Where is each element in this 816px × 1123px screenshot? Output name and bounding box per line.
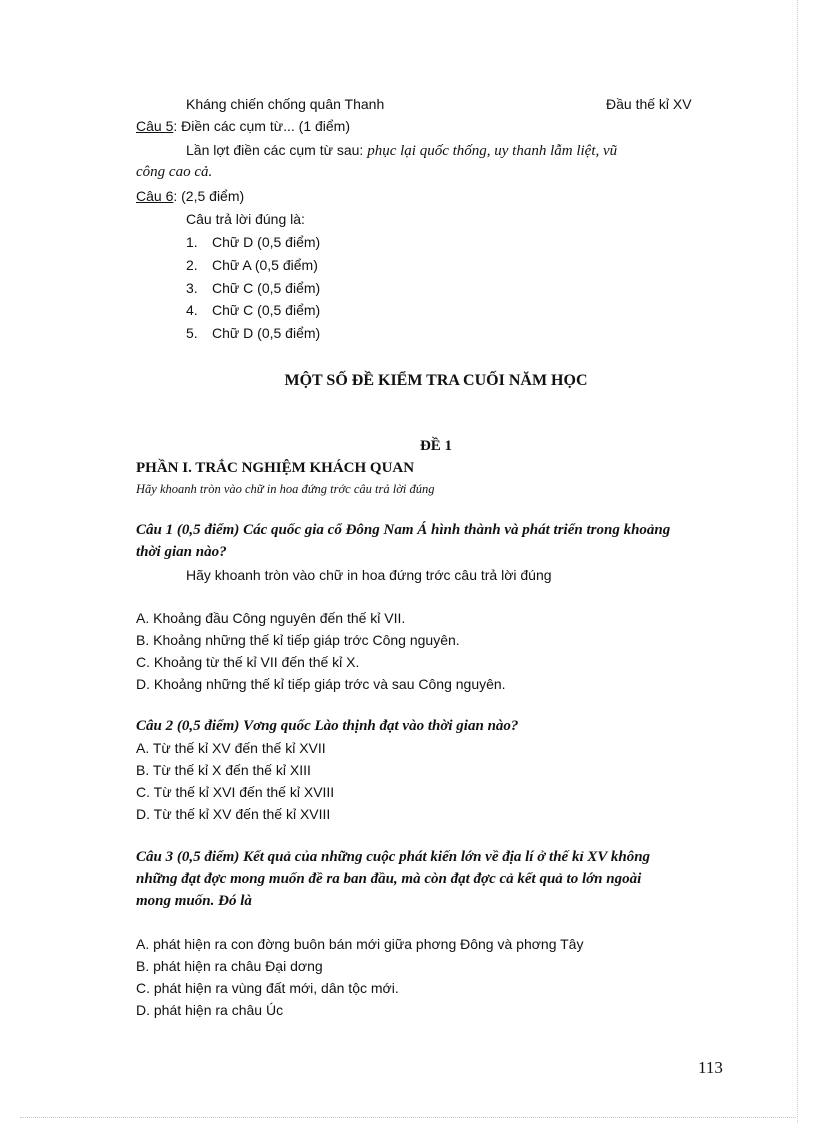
q3-option: A. phát hiện ra con đờng buôn bán mới giữa phơng Đông và phơng Tây (136, 936, 584, 952)
answer-number: 1. (186, 234, 198, 250)
q2-option: C. Từ thế kỉ XVI đến thế kỉ XVIII (136, 784, 335, 800)
answer-item (186, 255, 318, 275)
answer-item (186, 232, 320, 252)
q5-answer-line1 (186, 140, 617, 161)
q2-option: A. Từ thế kỉ XV đến thế kỉ XVII (136, 740, 326, 756)
answer-text: Chữ D (0,5 điểm) (212, 325, 321, 341)
q6-heading (136, 186, 244, 206)
bottom-dotted-border (20, 1117, 796, 1118)
q1-option: B. Khoảng những thế kỉ tiếp giáp trớc Công nguyên. (136, 632, 460, 648)
q1-option: C. Khoảng từ thế kỉ VII đến thế kỉ X. (136, 654, 360, 670)
answer-item (186, 300, 320, 320)
q3-question-line1: Câu 3 (0,5 điểm) Kết quả của những cuộc phát kiến lớn về địa lí ở thế kỉ XV không (136, 849, 651, 865)
answer-number: 2. (186, 257, 198, 273)
q3-question-line3: mong muốn. Đó là (136, 893, 252, 909)
q1-option: A. Khoảng đầu Công nguyên đến thế kỉ VII. (136, 610, 406, 626)
q2-option: D. Từ thế kỉ XV đến thế kỉ XVIII (136, 806, 331, 822)
answer-number: 4. (186, 302, 198, 318)
q5-intro: Lần lợt điền các cụm từ sau: (186, 142, 368, 158)
section-title: MỘT SỐ ĐỀ KIỂM TRA CUỐI NĂM HỌC (284, 372, 588, 389)
right-dotted-border (797, 0, 798, 1123)
q1-question-line2: thời gian nào? (136, 544, 227, 560)
q3-option: D. phát hiện ra châu Úc (136, 1002, 284, 1018)
answer-text: Chữ A (0,5 điểm) (212, 257, 318, 273)
answer-text: Chữ C (0,5 điểm) (212, 280, 321, 296)
part-instruction: Hãy khoanh tròn vào chữ in hoa đứng trớc câu trả lời đúng (136, 482, 435, 496)
q3-option: C. phát hiện ra vùng đất mới, dân tộc mới. (136, 980, 399, 996)
q2-question: Câu 2 (0,5 điểm) Vơng quốc Lào thịnh đạt vào thời gian nào? (136, 718, 519, 734)
table-row-right: Đầu thế kỉ XV (606, 96, 692, 112)
answer-item (186, 278, 320, 298)
q6-rest: : (2,5 điểm) (173, 188, 245, 204)
q5-answer-line2: công cao cả. (136, 164, 213, 180)
exam-title: ĐỀ 1 (419, 438, 453, 454)
q1-instruction: Hãy khoanh tròn vào chữ in hoa đứng trớc câu trả lời đúng (186, 567, 552, 583)
q5-heading (136, 116, 350, 136)
page-number: 113 (698, 1058, 723, 1077)
answer-text: Chữ C (0,5 điểm) (212, 302, 321, 318)
q5-answer-text: phục lại quốc thống, uy thanh lẫm liệt, vũ (367, 143, 618, 159)
answer-number: 5. (186, 325, 198, 341)
answer-number: 3. (186, 280, 198, 296)
q3-question-line2: những đạt đợc mong muốn đề ra ban đầu, mà còn đạt đợc cả kết quả to lớn ngoài (136, 871, 642, 887)
table-row-left: Kháng chiến chống quân Thanh (186, 96, 385, 112)
q5-rest: : Điền các cụm từ... (1 điểm) (173, 118, 350, 134)
q6-intro: Câu trả lời đúng là: (186, 211, 305, 227)
answer-item (186, 323, 320, 343)
q5-label: Câu 5 (136, 118, 174, 134)
q6-label: Câu 6 (136, 188, 174, 204)
q1-question-line1: Câu 1 (0,5 điểm) Các quốc gia cổ Đông Nam Á hình thành và phát triển trong khoảng (136, 522, 671, 538)
q2-option: B. Từ thế kỉ X đến thế kỉ XIII (136, 762, 311, 778)
answer-text: Chữ D (0,5 điểm) (212, 234, 321, 250)
q1-option: D. Khoảng những thế kỉ tiếp giáp trớc và sau Công nguyên. (136, 676, 506, 692)
part-title: PHẦN I. TRẮC NGHIỆM KHÁCH QUAN (136, 460, 415, 476)
q3-option: B. phát hiện ra châu Đại dơng (136, 958, 323, 974)
